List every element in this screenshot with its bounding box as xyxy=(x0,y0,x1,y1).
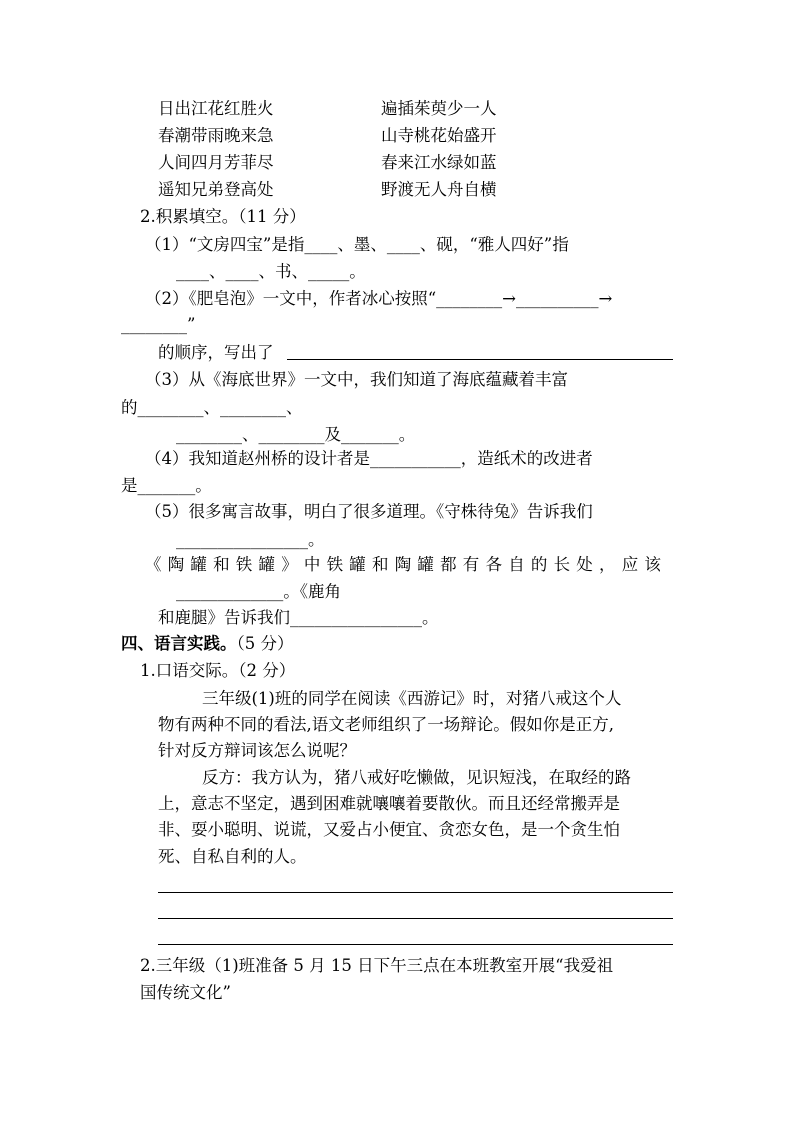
section-4-heading xyxy=(121,633,294,655)
poem-right-4: 野渡无人舟自横 xyxy=(381,180,497,199)
q2-line-1: （1）“文房四宝”是指____、墨、____、砚，“雅人四好”指 xyxy=(145,235,569,254)
answer-line xyxy=(287,359,673,360)
poem-right-1: 遍插茱萸少一人 xyxy=(381,99,497,118)
q2-line-2: ____、____、书、_____。 xyxy=(176,262,366,281)
q2-line-10: 是_______。 xyxy=(121,476,212,495)
q2-line-9: （4）我知道赵州桥的设计者是___________，造纸术的改进者 xyxy=(145,449,593,468)
q2-line-6: （3）从《海底世界》一文中，我们知道了海底蕴藏着丰富 xyxy=(145,370,568,389)
q2-line-14: _____________。《鹿角 xyxy=(176,582,341,601)
q2-line-4: ________” xyxy=(121,315,196,334)
q2-line-5: 的顺序，写出了 xyxy=(158,343,274,362)
q2-activity-line-1: 2.三年级（1)班准备 5 月 15 日下午三点在本班教室开展“我爱祖 xyxy=(140,956,614,975)
section-4-title: 四、语言实践。 xyxy=(121,634,237,653)
q2-activity-line-2: 国传统文化” xyxy=(140,983,231,1002)
q2-line-8: ________、________及_______。 xyxy=(176,425,416,444)
opp-line-4: 死、自私自利的人。 xyxy=(158,847,307,866)
intro-line-3: 针对反方辩词该怎么说呢？ xyxy=(158,741,356,760)
q2-line-15: 和鹿腿》告诉我们________________。 xyxy=(158,608,439,627)
poem-left-3: 人间四月芳菲尽 xyxy=(158,153,274,172)
poem-left-4: 遥知兄弟登高处 xyxy=(158,180,274,199)
q2-line-13: 《陶罐和铁罐》中铁罐和陶罐都有各自的长处，应该 xyxy=(145,555,668,574)
answer-line xyxy=(158,944,673,945)
opp-line-1: 反方：我方认为，猪八戒好吃懒做，见识短浅，在取经的路 xyxy=(202,768,631,787)
opp-line-2: 上，意志不坚定，遇到困难就嚷嚷着要散伙。而且还经常搬弄是 xyxy=(158,794,620,813)
q2-line-7: 的________、________、 xyxy=(121,398,303,417)
answer-line xyxy=(158,918,673,919)
poem-left-2: 春潮带雨晚来急 xyxy=(158,126,274,145)
q2-line-3: （2）《肥皂泡》一文中，作者冰心按照“________→__________→ xyxy=(145,289,613,308)
q2-line-12: ________________。 xyxy=(176,530,325,549)
q2-title: 2.积累填空。（11 分） xyxy=(140,207,306,226)
answer-line xyxy=(158,892,673,893)
q2-line-11: （5）很多寓言故事，明白了很多道理。《守株待兔》告诉我们 xyxy=(145,502,593,521)
q1-title: 1.口语交际。（2 分） xyxy=(140,661,296,680)
poem-right-2: 山寺桃花始盛开 xyxy=(381,126,497,145)
poem-left-1: 日出江花红胜火 xyxy=(158,99,274,118)
intro-line-1: 三年级(1)班的同学在阅读《西游记》时，对猪八戒这个人 xyxy=(202,689,622,708)
section-4-score: （5 分） xyxy=(236,634,294,653)
opp-line-3: 非、耍小聪明、说谎，又爱占小便宜、贪恋女色，是一个贪生怕 xyxy=(158,820,620,839)
intro-line-2: 物有两种不同的看法,语文老师组织了一场辩论。假如你是正方, xyxy=(158,715,614,734)
poem-right-3: 春来江水绿如蓝 xyxy=(381,153,497,172)
